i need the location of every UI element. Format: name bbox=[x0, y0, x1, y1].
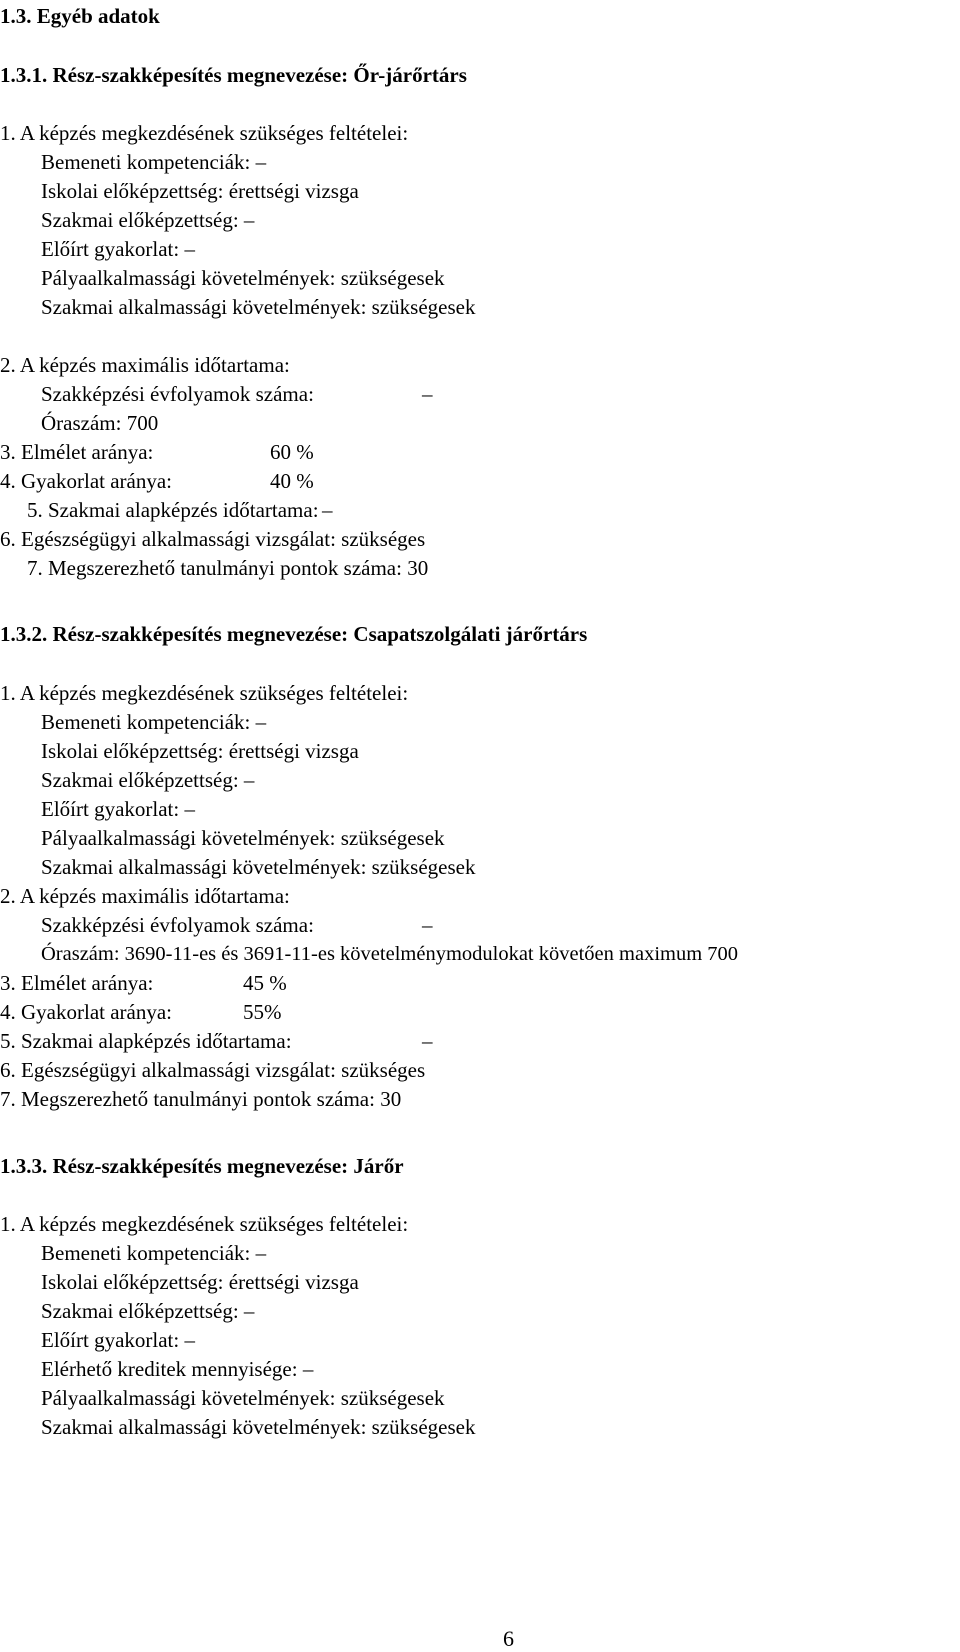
sub1-theory-label: 3. Elmélet aránya: bbox=[0, 440, 154, 464]
sub1-professional-requirements: Szakmai alkalmassági követelmények: szükségesek bbox=[41, 295, 476, 319]
sub2-required-practice: Előírt gyakorlat: – bbox=[41, 797, 195, 821]
sub2-practice-ratio-label: 4. Gyakorlat aránya: bbox=[0, 1000, 173, 1024]
sub1-theory-value: 60 % bbox=[270, 440, 314, 464]
sub1-duration-heading: 2. A képzés maximális időtartama: bbox=[0, 353, 290, 377]
sub2-practice-ratio-value: 55% bbox=[243, 1000, 282, 1024]
sub3-title: 1.3.3. Rész-szakképesítés megnevezése: Járőr bbox=[0, 1154, 404, 1178]
sub2-professional-requirements: Szakmai alkalmassági követelmények: szükségesek bbox=[41, 855, 476, 879]
sub2-theory-label: 3. Elmélet aránya: bbox=[0, 971, 154, 995]
sub2-theory-value: 45 % bbox=[243, 971, 287, 995]
sub1-entry-competencies: Bemeneti kompetenciák: – bbox=[41, 150, 267, 174]
sub2-basic-training-label: 5. Szakmai alapképzés időtartama: bbox=[0, 1029, 292, 1053]
sub1-practice-ratio-label: 4. Gyakorlat aránya: bbox=[0, 469, 173, 493]
sub3-required-practice: Előírt gyakorlat: – bbox=[41, 1328, 195, 1352]
sub1-req-heading: 1. A képzés megkezdésének szükséges feltételei: bbox=[0, 121, 409, 145]
sub1-practice-ratio-value: 40 % bbox=[270, 469, 314, 493]
sub2-career-requirements: Pályaalkalmassági követelmények: szükségesek bbox=[41, 826, 445, 850]
sub2-health-check: 6. Egészségügyi alkalmassági vizsgálat: szükséges bbox=[0, 1058, 426, 1082]
sub3-entry-competencies: Bemeneti kompetenciák: – bbox=[41, 1241, 267, 1265]
sub2-school-prerequisite: Iskolai előképzettség: érettségi vizsga bbox=[41, 739, 359, 763]
sub3-req-heading: 1. A képzés megkezdésének szükséges feltételei: bbox=[0, 1212, 409, 1236]
sub1-basic-training-value: – bbox=[322, 498, 333, 522]
sub2-title: 1.3.2. Rész-szakképesítés megnevezése: Csapatszolgálati járőrtárs bbox=[0, 622, 588, 646]
sub1-required-practice: Előírt gyakorlat: – bbox=[41, 237, 195, 261]
sub1-career-requirements: Pályaalkalmassági követelmények: szükségesek bbox=[41, 266, 445, 290]
sub2-credits: 7. Megszerezhető tanulmányi pontok száma: 30 bbox=[0, 1087, 402, 1111]
sub3-career-requirements: Pályaalkalmassági követelmények: szükségesek bbox=[41, 1386, 445, 1410]
sub2-hours: Óraszám: 3690-11-es és 3691-11-es követelménymodulokat követően maximum 700 bbox=[41, 943, 739, 965]
section-heading: 1.3. Egyéb adatok bbox=[0, 4, 160, 28]
sub1-credits: 7. Megszerezhető tanulmányi pontok száma: 30 bbox=[27, 556, 429, 580]
sub2-duration-heading: 2. A képzés maximális időtartama: bbox=[0, 884, 290, 908]
sub3-available-credits: Elérhető kreditek mennyisége: – bbox=[41, 1357, 314, 1381]
sub3-professional-requirements: Szakmai alkalmassági követelmények: szükségesek bbox=[41, 1415, 476, 1439]
sub1-professional-prerequisite: Szakmai előképzettség: – bbox=[41, 208, 255, 232]
sub2-entry-competencies: Bemeneti kompetenciák: – bbox=[41, 710, 267, 734]
sub2-basic-training-value: – bbox=[422, 1029, 433, 1053]
sub2-years-label: Szakképzési évfolyamok száma: bbox=[41, 913, 314, 937]
sub1-school-prerequisite: Iskolai előképzettség: érettségi vizsga bbox=[41, 179, 359, 203]
page-number: 6 bbox=[503, 1626, 514, 1651]
sub3-school-prerequisite: Iskolai előképzettség: érettségi vizsga bbox=[41, 1270, 359, 1294]
sub1-years-value: – bbox=[422, 382, 433, 406]
sub1-health-check: 6. Egészségügyi alkalmassági vizsgálat: szükséges bbox=[0, 527, 426, 551]
sub1-hours: Óraszám: 700 bbox=[41, 411, 159, 435]
sub2-years-value: – bbox=[422, 913, 433, 937]
sub1-years-label: Szakképzési évfolyamok száma: bbox=[41, 382, 314, 406]
sub3-professional-prerequisite: Szakmai előképzettség: – bbox=[41, 1299, 255, 1323]
sub1-basic-training-label: 5. Szakmai alapképzés időtartama: bbox=[27, 498, 319, 522]
sub2-professional-prerequisite: Szakmai előképzettség: – bbox=[41, 768, 255, 792]
sub2-req-heading: 1. A képzés megkezdésének szükséges feltételei: bbox=[0, 681, 409, 705]
sub1-title: 1.3.1. Rész-szakképesítés megnevezése: Őr-járőrtárs bbox=[0, 63, 467, 87]
